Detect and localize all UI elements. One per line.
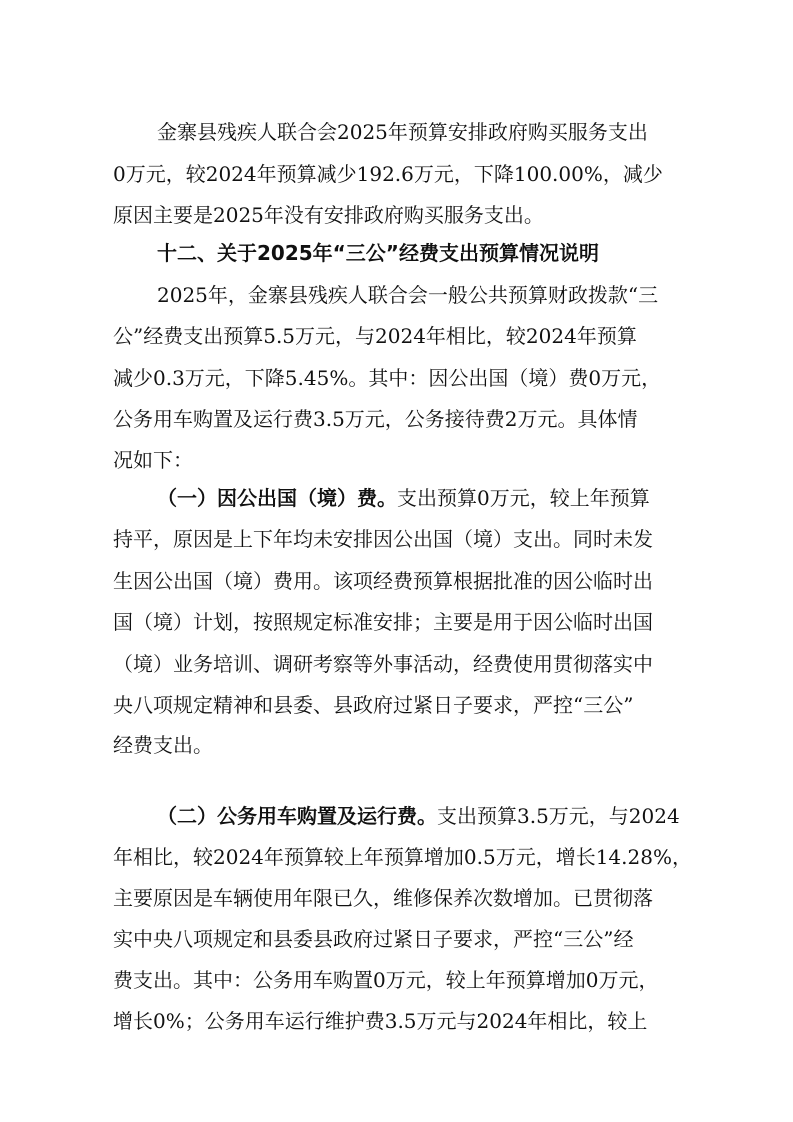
section-2-line-3: 主要原因是车辆使用年限已久，维修保养次数增加。已贯彻落	[113, 886, 653, 910]
paragraph-1-line-3: 原因主要是2025年没有安排政府购买服务支出。	[113, 203, 544, 227]
section-1-title: （一）因公出国（境）费。	[157, 486, 397, 510]
paragraph-2-line-1: 2025年，金寨县残疾人联合会一般公共预算财政拨款“三	[157, 283, 659, 307]
section-2-line-2: 年相比，较2024年预算较上年预算增加0.5万元，增长14.28%，	[113, 845, 692, 869]
paragraph-1-line-2: 0万元，较2024年预算减少192.6万元，下降100.00%，减少	[113, 162, 663, 186]
paragraph-2-line-2: 公”经费支出预算5.5万元，与2024年相比，较2024年预算	[113, 324, 637, 348]
section-2-line-4: 实中央八项规定和县委县政府过紧日子要求，严控“三公”经	[113, 927, 634, 951]
section-1-line-3: 生因公出国（境）费用。该项经费预算根据批准的因公临时出	[113, 569, 653, 593]
paragraph-2-line-5: 况如下：	[113, 448, 193, 472]
section-2-line-1	[157, 804, 680, 828]
section-heading-12: 十二、关于2025年“三公”经费支出预算情况说明	[157, 241, 599, 265]
section-2-line-6: 增长0%；公务用车运行维护费3.5万元与2024年相比，较上	[113, 1009, 648, 1033]
section-2-line-5: 费支出。其中：公务用车购置0万元，较上年预算增加0万元，	[113, 968, 659, 992]
section-1-line-7: 经费支出。	[113, 733, 213, 757]
section-2-line-1-text: 支出预算3.5万元，与2024	[437, 804, 680, 828]
section-2-title: （二）公务用车购置及运行费。	[157, 804, 437, 828]
paragraph-2-line-4: 公务用车购置及运行费3.5万元，公务接待费2万元。具体情	[113, 407, 638, 431]
paragraph-2-line-3: 减少0.3万元，下降5.45%。其中：因公出国（境）费0万元，	[113, 366, 662, 390]
section-1-line-1	[157, 486, 650, 510]
paragraph-1-line-1: 金寨县残疾人联合会2025年预算安排政府购买服务支出	[157, 120, 648, 144]
section-1-line-2: 持平，原因是上下年均未安排因公出国（境）支出。同时未发	[113, 527, 653, 551]
section-1-line-4: 国（境）计划，按照规定标准安排；主要是用于因公临时出国	[113, 610, 653, 634]
section-1-line-6: 央八项规定精神和县委、县政府过紧日子要求，严控“三公”	[113, 693, 634, 717]
section-1-line-1-text: 支出预算0万元，较上年预算	[397, 486, 650, 510]
section-1-line-5: （境）业务培训、调研考察等外事活动，经费使用贯彻落实中	[113, 652, 653, 676]
